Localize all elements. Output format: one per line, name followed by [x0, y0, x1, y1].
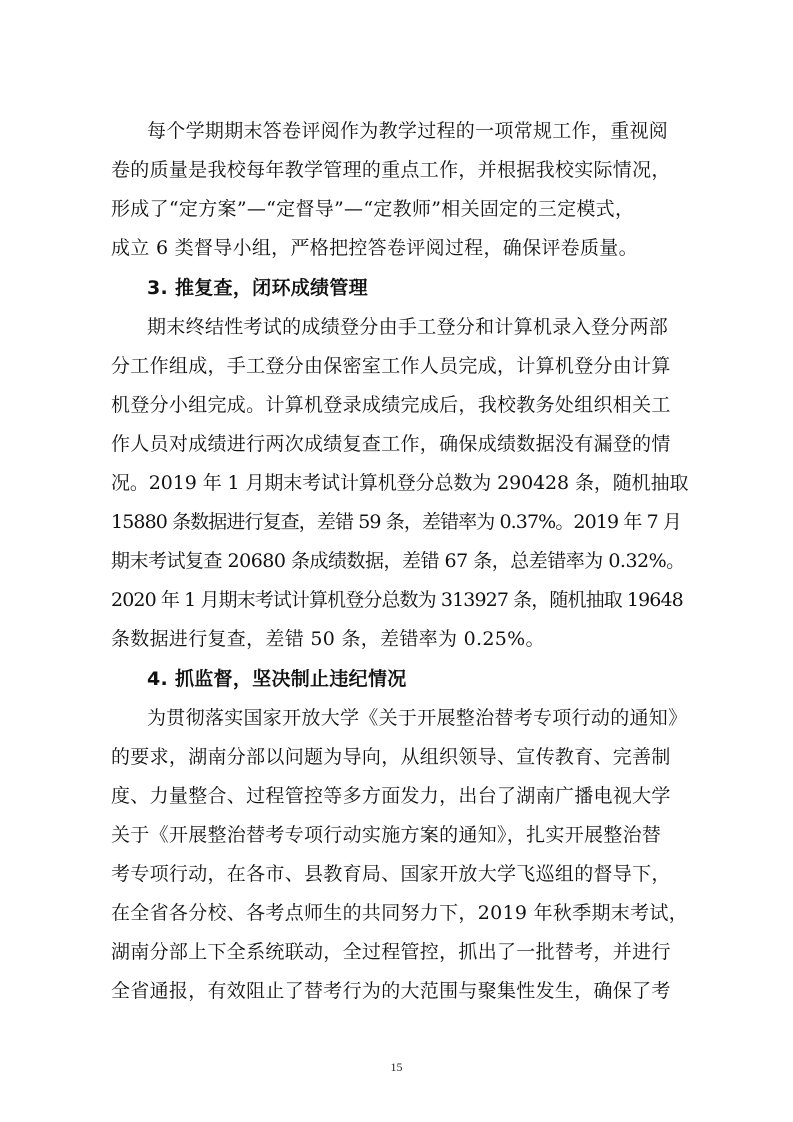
- paragraph-3-line-4: 关于《开展整治替考专项行动实施方案的通知》，扎实开展整治替: [111, 824, 662, 846]
- paragraph-2-line-9: 条数据进行复查，差错 50 条，差错率为 0.25%。: [111, 628, 545, 650]
- paragraph-3-line-5: 考专项行动，在各市、县教育局、国家开放大学飞巡组的督导下，: [111, 863, 671, 885]
- paragraph-2-line-5: 况。2019 年 1 月期末考试计算机登分总数为 290428 条，随机抽取: [111, 472, 689, 494]
- paragraph-2-line-8: 2020 年 1 月期末考试计算机登分总数为 313927 条，随机抽取 19648: [111, 589, 683, 611]
- paragraph-3-line-1: 为贯彻落实国家开放大学《关于开展整治替考专项行动的通知》: [147, 707, 688, 729]
- paragraph-1-line-2: 卷的质量是我校每年教学管理的重点工作，并根据我校实际情况，: [111, 159, 671, 181]
- paragraph-1-line-4: 成立 6 类督导小组，严格把控答卷评阅过程，确保评卷质量。: [111, 237, 638, 259]
- paragraph-2-line-2: 分工作组成，手工登分由保密室工作人员完成，计算机登分由计算: [111, 355, 671, 377]
- section-heading-3: 3. 推复查，闭环成绩管理: [147, 277, 368, 299]
- paragraph-1-line-1: 每个学期期末答卷评阅作为教学过程的一项常规工作，重视阅: [147, 120, 669, 142]
- paragraph-3-line-8: 全省通报，有效阻止了替考行为的大范围与聚集性发生，确保了考: [111, 980, 671, 1002]
- paragraph-3-line-6: 在全省各分校、各考点师生的共同努力下，2019 年秋季期末考试，: [111, 902, 688, 924]
- paragraph-2-line-1: 期末终结性考试的成绩登分由手工登分和计算机录入登分两部: [147, 316, 669, 338]
- page-number: 15: [390, 1060, 403, 1074]
- paragraph-3-line-3: 度、力量整合、过程管控等多方面发力，出台了湖南广播电视大学: [111, 785, 671, 807]
- paragraph-2-line-7: 期末考试复查 20680 条成绩数据，差错 67 条，总差错率为 0.32%。: [111, 550, 685, 572]
- paragraph-2-line-3: 机登分小组完成。计算机登录成绩完成后，我校教务处组织相关工: [111, 394, 671, 416]
- paragraph-3-line-7: 湖南分部上下全系统联动，全过程管控，抓出了一批替考，并进行: [111, 941, 671, 963]
- paragraph-2-line-4: 作人员对成绩进行两次成绩复查工作，确保成绩数据没有漏登的情: [111, 433, 671, 455]
- paragraph-3-line-2: 的要求，湖南分部以问题为导向，从组织领导、宣传教育、完善制: [111, 746, 671, 768]
- paragraph-2-line-6: 15880 条数据进行复查，差错 59 条，差错率为 0.37%。2019 年 7 月: [111, 511, 681, 533]
- section-heading-4: 4. 抓监督，坚决制止违纪情况: [147, 668, 407, 690]
- paragraph-1-line-3: 形成了“定方案”—“定督导”—“定教师”相关固定的三定模式，: [111, 198, 635, 220]
